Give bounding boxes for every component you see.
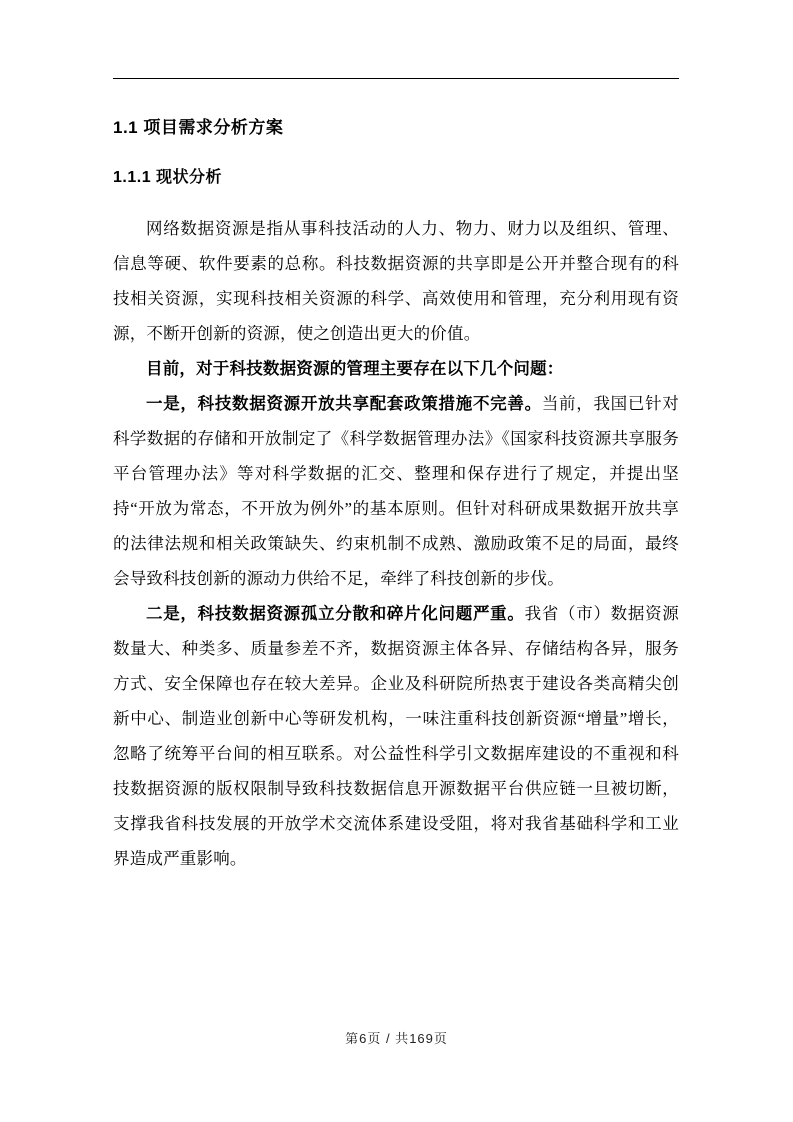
problem-two-body: 我省（市）数据资源数量大、种类多、质量参差不齐，数据资源主体各异、存储结构各异，服务方式、安全保障也存在较大差异。企业及科研院所热衷于建设各类高精尖创新中心、制造业创新中心等研发机构，一味注重科技创新资源“增量”增长，忽略了统筹平台间的相互联系。对公益性科学引文数据库建设的不重视和科技数据资源的版权限制导致科技数据信息开源数据平台供应链一旦被切断，支撑我省科技发展的开放学术交流体系建设受阻，将对我省基础科学和工业界造成严重影响。 — [113, 604, 679, 868]
problem-one-body: 当前，我国已针对科学数据的存储和开放制定了《科学数据管理办法》《国家科技资源共享服务平台管理办法》等对科学数据的汇交、整理和保存进行了规定，并提出坚持“开放为常态，不开放为例外”的基本原则。但针对科研成果数据开放共享的法律法规和相关政策缺失、约束机制不成熟、激励政策不足的局面，最终会导致科技创新的源动力供给不足，牵绊了科技创新的步伐。 — [113, 394, 679, 588]
page-footer — [0, 1028, 793, 1048]
footer-prefix: 第 — [345, 1031, 360, 1046]
page-number-block — [345, 1028, 448, 1047]
footer-current-page: 6 — [359, 1031, 368, 1046]
footer-suffix: 页 — [433, 1031, 448, 1046]
page-content — [113, 78, 679, 876]
footer-middle: 页 / 共 — [367, 1031, 410, 1046]
footer-total-pages: 169 — [409, 1031, 434, 1046]
paragraph-problems-intro: 目前，对于科技数据资源的管理主要存在以下几个问题： — [146, 359, 564, 378]
section-heading: 1.1.1 现状分析 — [113, 169, 223, 186]
header-rule — [113, 78, 679, 79]
page-title: 1.1 项目需求分析方案 — [113, 118, 284, 137]
problem-two-lead: 二是，科技数据资源孤立分散和碎片化问题严重。 — [146, 604, 525, 623]
paragraph-problem-two — [113, 596, 679, 876]
paragraph-status-overview: 网络数据资源是指从事科技活动的人力、物力、财力以及组织、管理、信息等硬、软件要素的总称。科技数据资源的共享即是公开并整合现有的科技相关资源，实现科技相关资源的科学、高效使用和管理，充分利用现有资源，不断开创新的资源，使之创造出更大的价值。 — [113, 219, 679, 343]
paragraph-problem-one — [113, 386, 679, 596]
problem-one-lead: 一是，科技数据资源开放共享配套政策措施不完善。 — [146, 394, 542, 413]
